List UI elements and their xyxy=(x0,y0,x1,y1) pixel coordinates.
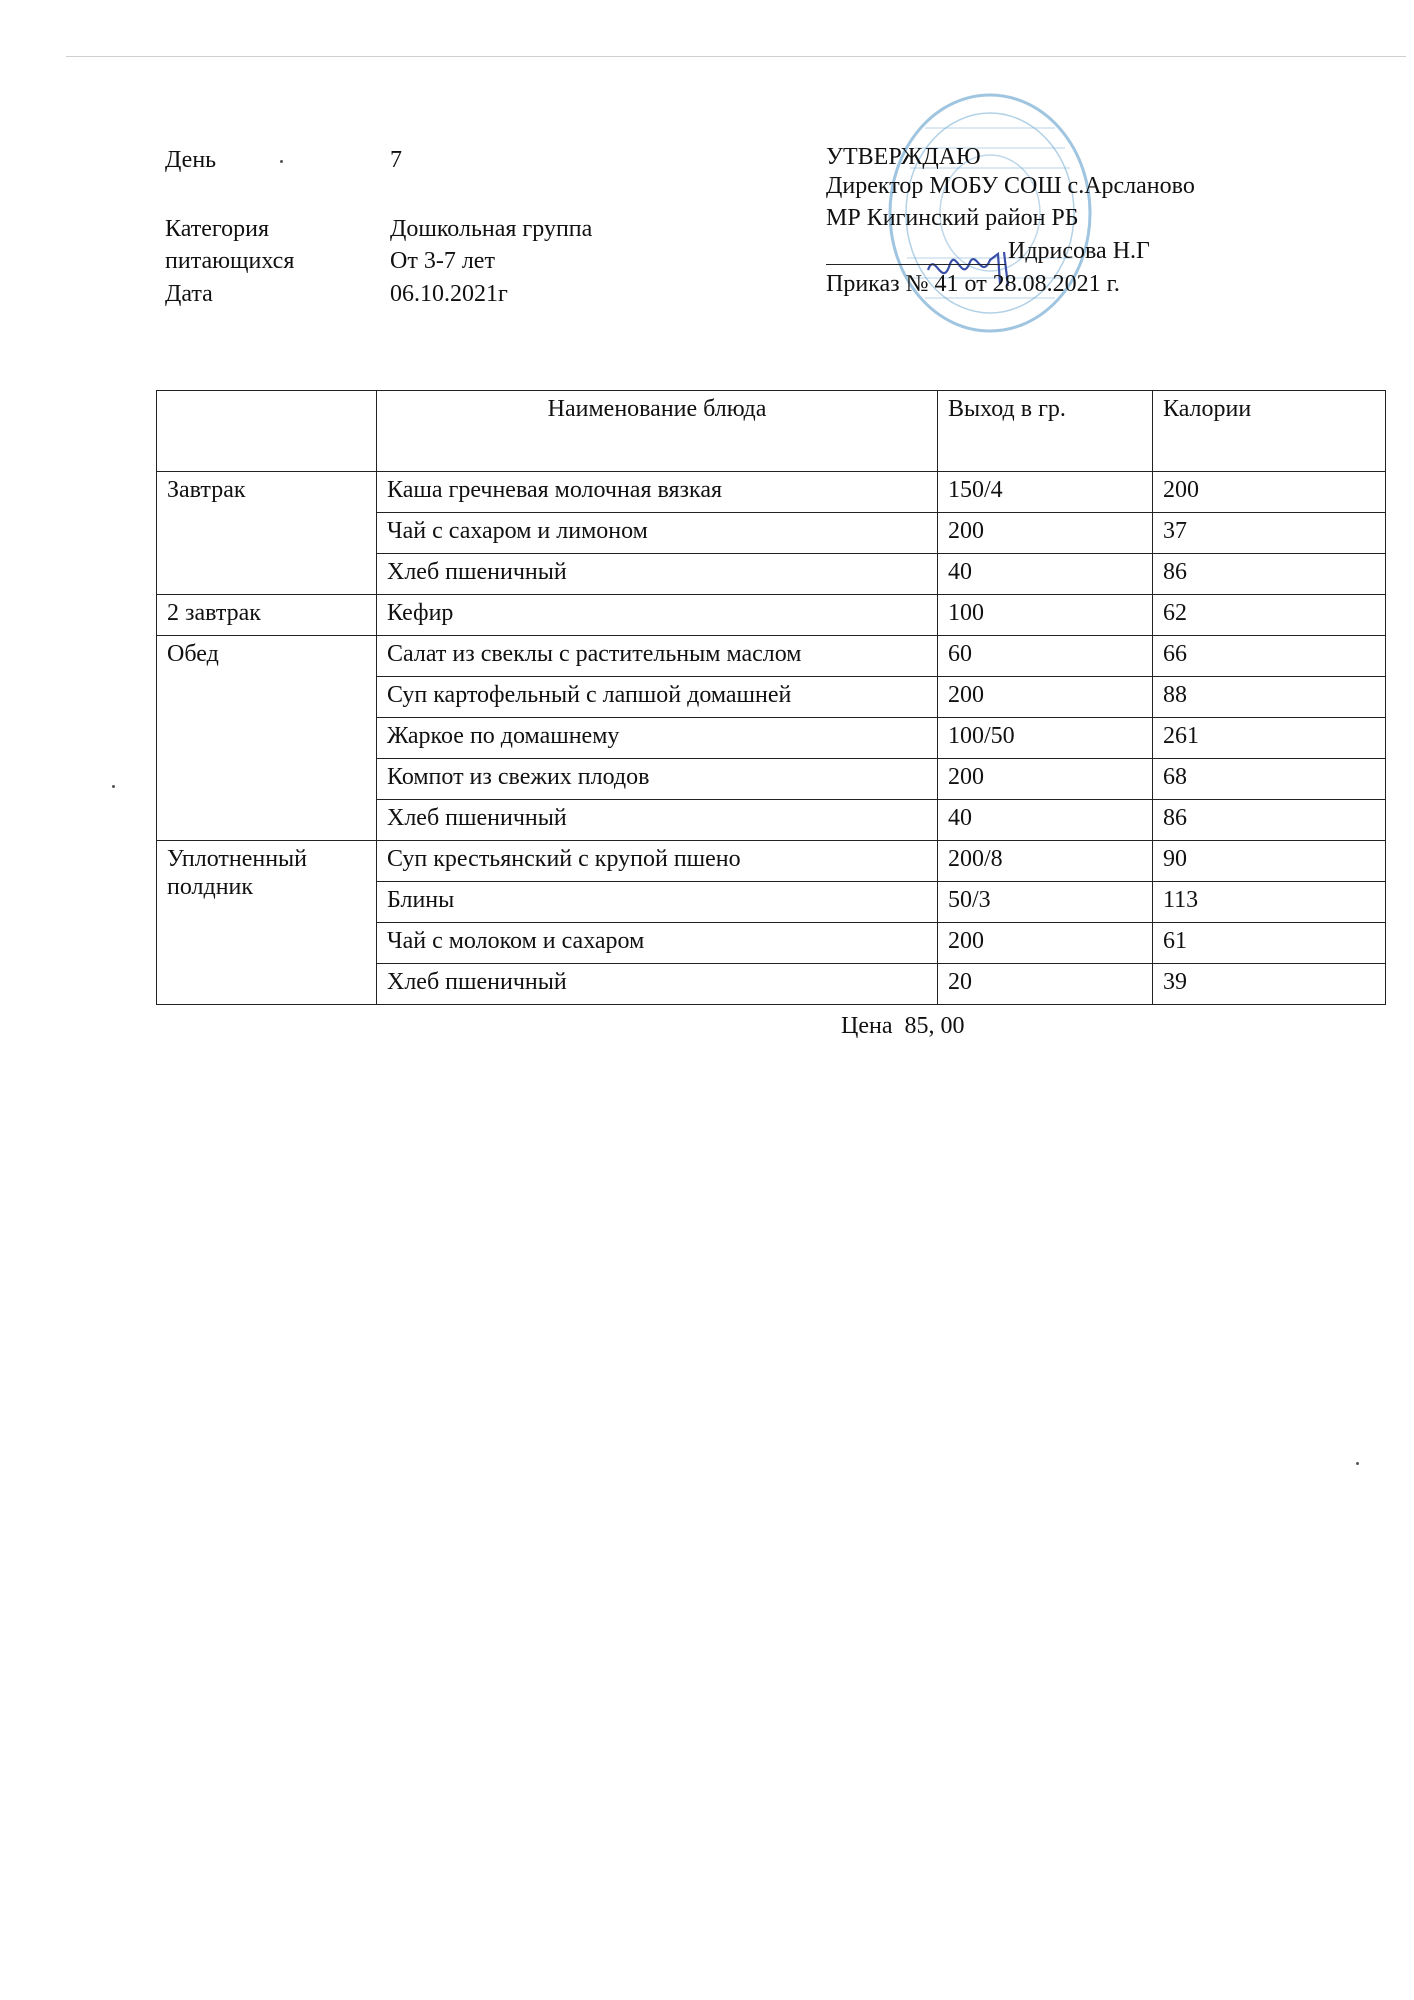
dish-weight: 100/50 xyxy=(938,718,1153,759)
dish-calories: 39 xyxy=(1153,964,1386,1005)
dish-calories: 66 xyxy=(1153,636,1386,677)
dish-calories: 86 xyxy=(1153,800,1386,841)
approval-title: УТВЕРЖДАЮ xyxy=(826,144,981,170)
dish-calories: 62 xyxy=(1153,595,1386,636)
scan-top-edge xyxy=(66,56,1406,57)
dish-calories: 86 xyxy=(1153,554,1386,595)
dish-name: Кефир xyxy=(377,595,938,636)
dish-weight: 200 xyxy=(938,759,1153,800)
dish-weight: 40 xyxy=(938,554,1153,595)
dish-name: Компот из свежих плодов xyxy=(377,759,938,800)
header-weight: Выход в гр. xyxy=(938,391,1153,472)
table-row xyxy=(157,595,1386,636)
signatory-name: Идрисова Н.Г xyxy=(1008,238,1150,264)
category-value-2: От 3-7 лет xyxy=(390,248,495,274)
day-label: День xyxy=(165,147,217,173)
dish-calories: 261 xyxy=(1153,718,1386,759)
meal-name: Завтрак xyxy=(157,472,377,595)
dish-calories: 90 xyxy=(1153,841,1386,882)
dish-weight: 100 xyxy=(938,595,1153,636)
price-text: Цена 85, 00 xyxy=(841,1013,965,1039)
table-header-row xyxy=(157,391,1386,472)
meal-name: Уплотненный полдник xyxy=(157,841,377,1005)
dish-weight: 200 xyxy=(938,513,1153,554)
approval-order: Приказ № 41 от 28.08.2021 г. xyxy=(826,271,1120,297)
dish-weight: 50/3 xyxy=(938,882,1153,923)
category-label-1: Категория xyxy=(165,216,269,242)
dish-name: Чай с сахаром и лимоном xyxy=(377,513,938,554)
meal-name: Обед xyxy=(157,636,377,841)
scan-speck xyxy=(280,160,283,163)
dish-name: Салат из свеклы с растительным маслом xyxy=(377,636,938,677)
dish-weight: 20 xyxy=(938,964,1153,1005)
table-row xyxy=(157,636,1386,677)
dish-weight: 40 xyxy=(938,800,1153,841)
dish-name: Хлеб пшеничный xyxy=(377,964,938,1005)
dish-weight: 200 xyxy=(938,677,1153,718)
dish-calories: 200 xyxy=(1153,472,1386,513)
signature-line xyxy=(826,237,1150,265)
dish-name: Жаркое по домашнему xyxy=(377,718,938,759)
day-value: 7 xyxy=(390,147,402,173)
dish-weight: 150/4 xyxy=(938,472,1153,513)
header-dish: Наименование блюда xyxy=(377,391,938,472)
signature-underline xyxy=(826,264,1006,265)
dish-name: Блины xyxy=(377,882,938,923)
dish-calories: 113 xyxy=(1153,882,1386,923)
dish-weight: 200/8 xyxy=(938,841,1153,882)
header-calories: Калории xyxy=(1153,391,1386,472)
date-label: Дата xyxy=(165,281,213,307)
category-label-2: питающихся xyxy=(165,248,295,274)
approval-line-2: МР Кигинский район РБ xyxy=(826,205,1079,231)
category-value-1: Дошкольная группа xyxy=(390,216,593,242)
header-meal xyxy=(157,391,377,472)
approval-line-1: Директор МОБУ СОШ с.Арсланово xyxy=(826,173,1195,199)
meal-name: 2 завтрак xyxy=(157,595,377,636)
dish-name: Суп крестьянский с крупой пшено xyxy=(377,841,938,882)
dish-calories: 88 xyxy=(1153,677,1386,718)
scan-speck xyxy=(1356,1462,1359,1465)
date-value: 06.10.2021г xyxy=(390,281,508,307)
dish-name: Хлеб пшеничный xyxy=(377,800,938,841)
dish-name: Хлеб пшеничный xyxy=(377,554,938,595)
table-row xyxy=(157,472,1386,513)
dish-calories: 61 xyxy=(1153,923,1386,964)
dish-weight: 60 xyxy=(938,636,1153,677)
dish-name: Каша гречневая молочная вязкая xyxy=(377,472,938,513)
dish-calories: 37 xyxy=(1153,513,1386,554)
dish-weight: 200 xyxy=(938,923,1153,964)
dish-calories: 68 xyxy=(1153,759,1386,800)
dish-name: Суп картофельный с лапшой домашней xyxy=(377,677,938,718)
dish-name: Чай с молоком и сахаром xyxy=(377,923,938,964)
menu-table xyxy=(156,390,1386,1005)
scan-speck xyxy=(112,785,115,788)
table-row xyxy=(157,841,1386,882)
